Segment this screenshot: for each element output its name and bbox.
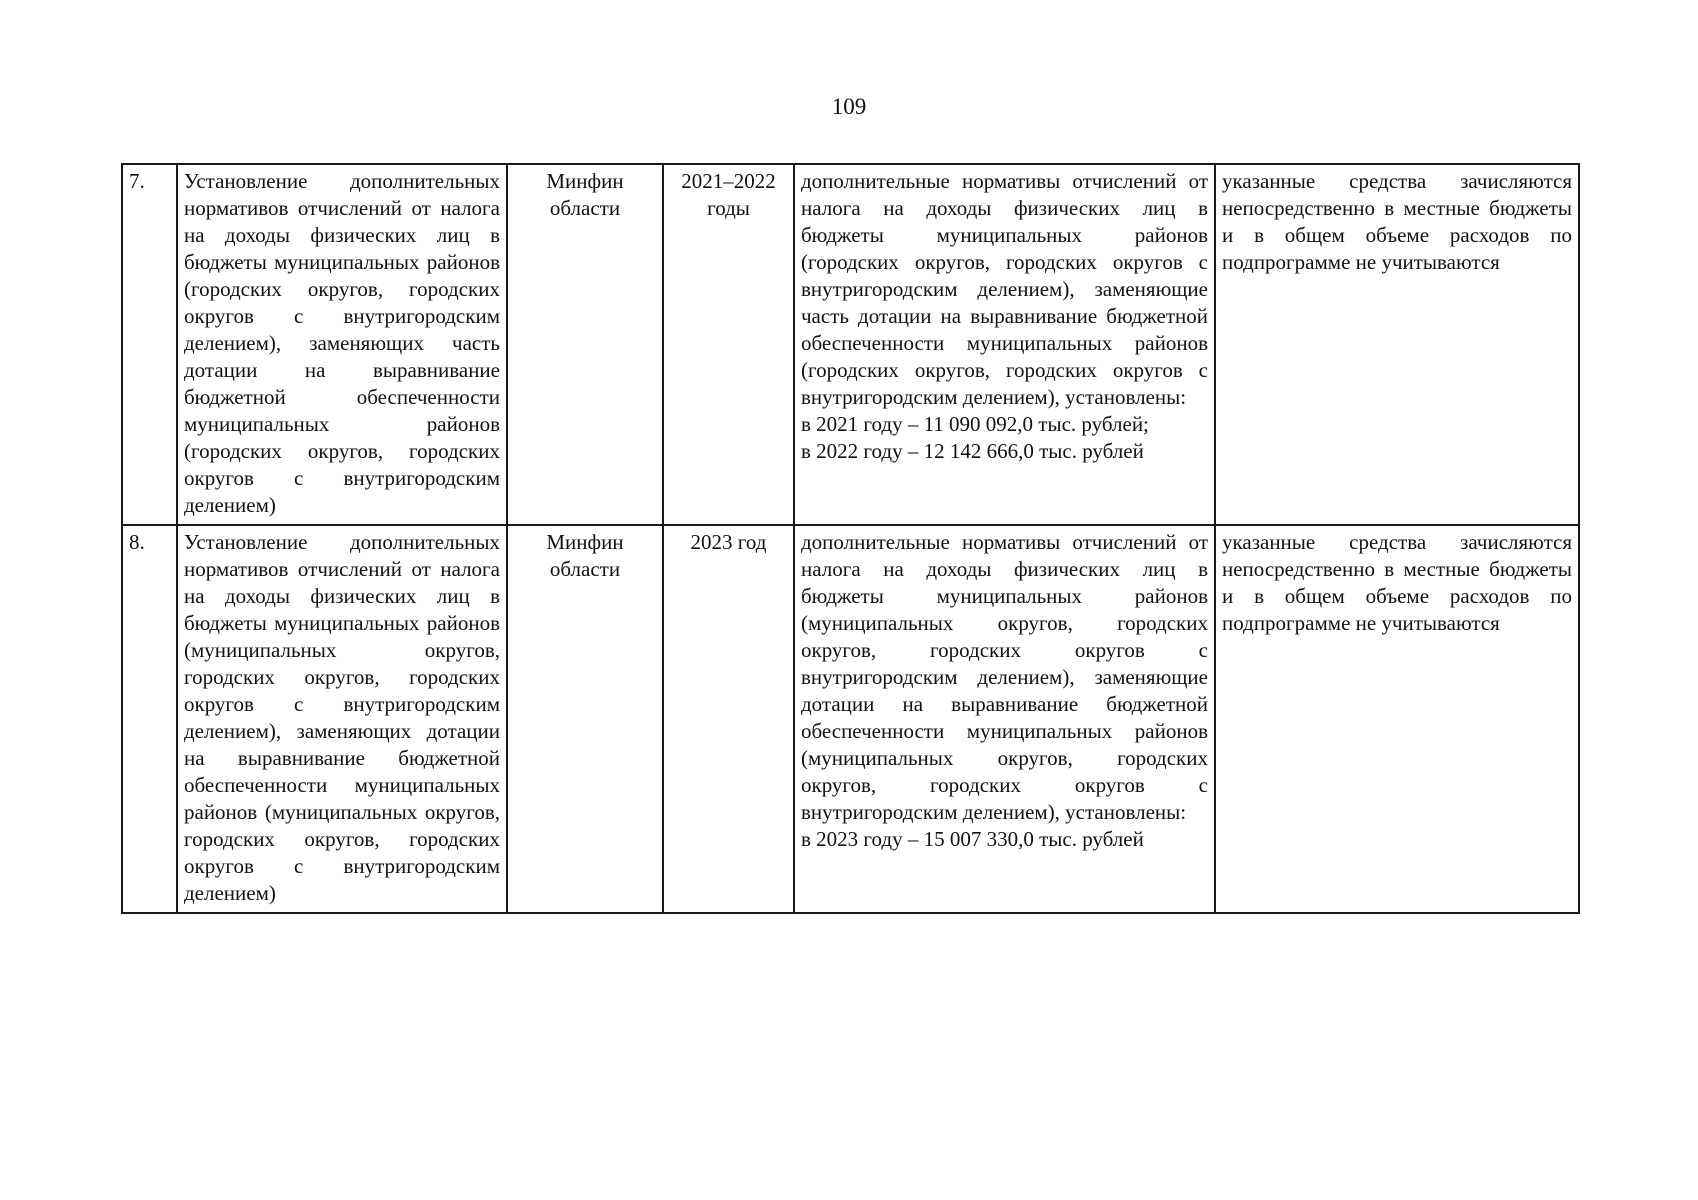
table-row [122,164,1579,525]
measure-name: Установление дополнительных нормативов отчислений от налога на доходы физических лиц в бюджеты муниципальных районов (муниципальных округов, городских округов, городских округов с внутригородским делением), заменяющих дотации на выравнивание бюджетной обеспеченности муниципальных районов (муниципальных округов, городских округов, городских округов с внутригородским делением) [177,525,507,913]
note: указанные средства зачисляются непосредственно в местные бюджеты и в общем объеме расходов по подпрограмме не учитываются [1215,164,1579,525]
responsible-org: Минфин области [507,525,663,913]
expected-result [794,525,1215,913]
table-row [122,525,1579,913]
measures-table [121,163,1580,914]
row-number: 7. [122,164,177,525]
measure-name: Установление дополнительных нормативов отчислений от налога на доходы физических лиц в бюджеты муниципальных районов (городских округов, городских округов с внутригородским делением), заменяющих часть дотации на выравнивание бюджетной обеспеченности муниципальных районов (городских округов, городских округов с внутригородским делением) [177,164,507,525]
result-line: в 2022 году – 12 142 666,0 тыс. рублей [801,439,1144,463]
result-text: дополнительные нормативы отчислений от налога на доходы физических лиц в бюджеты муниципальных районов (муниципальных округов, городских округов, городских округов с внутригородским делением), заменяющие дотации на выравнивание бюджетной обеспеченности муниципальных районов (муниципальных округов, городских округов, городских округов с внутригородским делением), установлены: [801,530,1208,824]
row-number: 8. [122,525,177,913]
note: указанные средства зачисляются непосредственно в местные бюджеты и в общем объеме расходов по подпрограмме не учитываются [1215,525,1579,913]
expected-result [794,164,1215,525]
result-line: в 2023 году – 15 007 330,0 тыс. рублей [801,827,1144,851]
implementation-term: 2023 год [663,525,794,913]
responsible-org: Минфин области [507,164,663,525]
result-line: в 2021 году – 11 090 092,0 тыс. рублей; [801,412,1149,436]
result-text: дополнительные нормативы отчислений от налога на доходы физических лиц в бюджеты муниципальных районов (городских округов, городских округов с внутригородским делением), заменяющие часть дотации на выравнивание бюджетной обеспеченности муниципальных районов (городских округов, городских округов с внутригородским делением), установлены: [801,169,1208,409]
implementation-term: 2021–2022 годы [663,164,794,525]
page-number: 109 [831,94,867,119]
